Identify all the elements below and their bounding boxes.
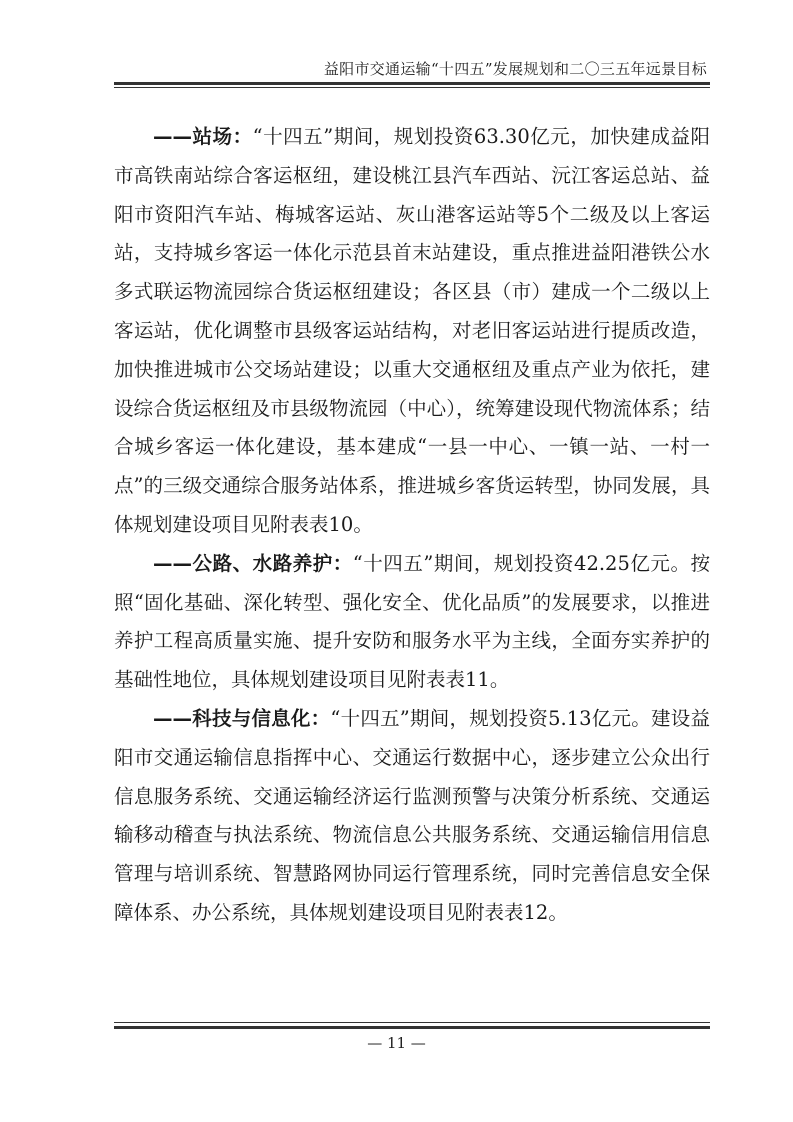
paragraph-stations: [114, 118, 710, 545]
paragraph-text: “十四五”期间，规划投资5.13亿元。建设益阳市交通运输信息指挥中心、交通运行数据中心，逐步建立公众出行信息服务系统、交通运输经济运行监测预警与决策分析系统、交通运输移动稽查与执法系统、物流信息公共服务系统、交通运输信用信息管理与培训系统、智慧路网协同运行管理系统，同时完善信息安全保障体系、办公系统，具体规划建设项目见附表表12。: [114, 706, 710, 924]
footer-divider-thick: [114, 1026, 710, 1029]
header-title: 益阳市交通运输“十四五”发展规划和二〇三五年远景目标: [323, 60, 707, 78]
page-number: — 11 —: [367, 1034, 426, 1052]
paragraph-heading: ——公路、水路养护：: [153, 551, 353, 575]
document-body: [114, 118, 710, 933]
header-divider-thick: [114, 82, 710, 85]
paragraph-text: “十四五”期间，规划投资63.30亿元，加快建成益阳市高铁南站综合客运枢纽，建设桃江县汽车西站、沅江客运总站、益阳市资阳汽车站、梅城客运站、灰山港客运站等5个二级及以上客运站，支持城乡客运一体化示范县首末站建设，重点推进益阳港铁公水多式联运物流园综合货运枢纽建设；各区县（市）建成一个二级以上客运站，优化调整市县级客运站结构，对老旧客运站进行提质改造，加快推进城市公交场站建设；以重大交通枢纽及重点产业为依托，建设综合货运枢纽及市县级物流园（中心），统筹建设现代物流体系；结合城乡客运一体化建设，基本建成“一县一中心、一镇一站、一村一点”的三级交通综合服务站体系，推进城乡客货运转型，协同发展，具体规划建设项目见附表表10。: [114, 125, 710, 536]
paragraph-technology-informatization: [114, 700, 710, 933]
footer-divider-thin: [114, 1022, 710, 1023]
paragraph-heading: ——站场：: [153, 125, 253, 148]
header-divider-thin: [114, 87, 710, 88]
paragraph-road-water-maintenance: [114, 545, 710, 700]
paragraph-heading: ——科技与信息化：: [153, 706, 331, 730]
paragraph-text: “十四五”期间，规划投资42.25亿元。按照“固化基础、深化转型、强化安全、优化品质”的发展要求，以推进养护工程高质量实施、提升安防和服务水平为主线，全面夯实养护的基础性地位，具体规划建设项目见附表表11。: [114, 551, 710, 692]
